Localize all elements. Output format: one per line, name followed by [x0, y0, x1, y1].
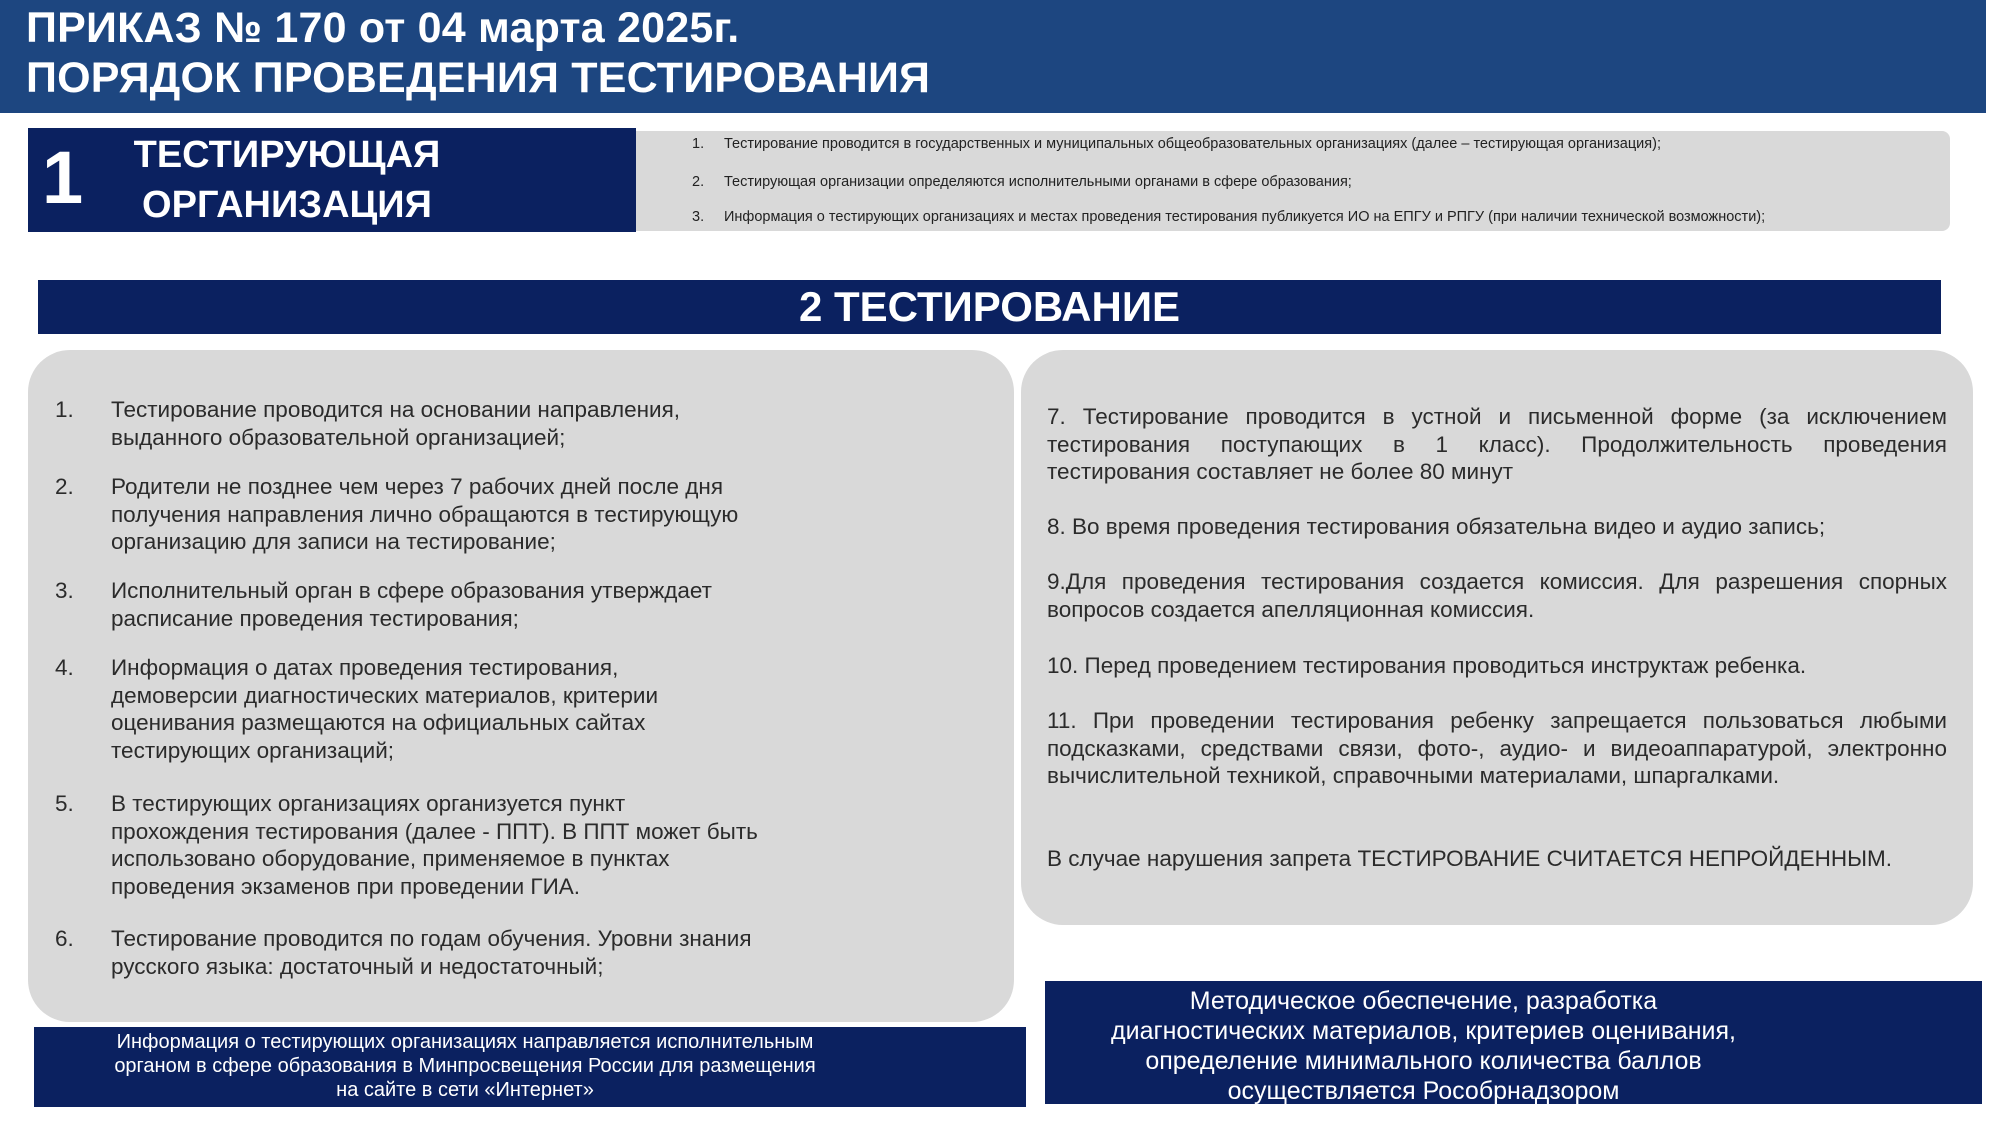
item-number: 2. [55, 474, 74, 499]
section2-title: 2 ТЕСТИРОВАНИЕ [38, 280, 1941, 334]
item-number: 3. [692, 209, 705, 225]
item-number: 3. [55, 578, 74, 603]
section1-title: ТЕСТИРУЮЩАЯ ОРГАНИЗАЦИЯ [133, 134, 441, 226]
footer-note-right: Методическое обеспечение, разработка диагностических материалов, критериев оценивания, определение минимального количества баллов осуществляется Рособрнадзором [1045, 981, 1982, 1104]
order-title: ПРИКАЗ № 170 от 04 марта 2025г. [26, 4, 740, 52]
rule-paragraph: 8. Во время проведения тестирования обязательна видео и аудио запись; [1047, 514, 1826, 539]
violation-warning: В случае нарушения запрета ТЕСТИРОВАНИЕ СЧИТАЕТСЯ НЕПРОЙДЕННЫМ. [1047, 846, 1893, 871]
item-text: Исполнительный орган в сфере образования утверждает расписание проведения тестирования; [111, 578, 712, 631]
item-number: 6. [55, 926, 74, 951]
item-text: Информация о тестирующих организациях и местах проведения тестирования публикуется ИО на ЕПГУ и РПГУ (при наличии технической возможности); [724, 209, 1766, 225]
item-text: Родители не позднее чем через 7 рабочих дней после дня получения направления лично обращаются в тестирующую организацию для записи на тестирование; [111, 474, 739, 554]
item-number: 1. [55, 397, 74, 422]
item-text: В тестирующих организациях организуется пункт прохождения тестирования (далее - ППТ). В ППТ может быть использовано оборудование, применяемое в пунктах проведения экзаменов при проведении ГИА. [111, 791, 758, 899]
item-text: Тестирование проводится в государственных и муниципальных общеобразовательных организациях (далее – тестирующая организация); [724, 136, 1661, 152]
item-number: 1. [692, 136, 705, 152]
rule-paragraph: 10. Перед проведением тестирования проводиться инструктаж ребенка. [1047, 653, 1807, 678]
item-number: 4. [55, 655, 74, 680]
footer-note-left: Информация о тестирующих организациях направляется исполнительным органом в сфере образования в Минпросвещения России для размещения на сайте в сети «Интернет» [34, 1027, 1026, 1107]
testing-rules-right-panel [1021, 350, 1973, 925]
section1-number: 1 [42, 136, 84, 219]
section1-list [636, 131, 1950, 231]
rule-paragraph: 11. При проведении тестирования ребенку запрещается пользоваться любыми подсказками, средствами связи, фото-, аудио- и видеоаппаратурой, электронно вычислительной техникой, справочными материалами, шпаргалками. [1047, 708, 1947, 788]
item-number: 5. [55, 791, 74, 816]
item-number: 2. [692, 174, 705, 190]
item-text: Тестирование проводится на основании направления, выданного образовательной организацией; [111, 397, 681, 450]
rule-paragraph: 9.Для проведения тестирования создается комиссия. Для разрешения спорных вопросов создается апелляционная комиссия. [1047, 569, 1947, 622]
item-text: Тестирование проводится по годам обучения. Уровни знания русского языка: достаточный и недостаточный; [111, 926, 752, 979]
item-text: Информация о датах проведения тестирования, демоверсии диагностических материалов, критерии оценивания размещаются на официальных сайтах тестирующих организаций; [111, 655, 659, 763]
rule-paragraph: 7. Тестирование проводится в устной и письменной форме (за исключением тестирования поступающих в 1 класс). Продолжительность проведения тестирования составляет не более 80 минут [1047, 404, 1947, 484]
testing-rules-left-panel [28, 350, 1014, 1022]
item-text: Тестирующая организации определяются исполнительными органами в сфере образования; [724, 174, 1352, 190]
page-title: ПОРЯДОК ПРОВЕДЕНИЯ ТЕСТИРОВАНИЯ [26, 54, 931, 102]
header-bar [0, 0, 2000, 113]
